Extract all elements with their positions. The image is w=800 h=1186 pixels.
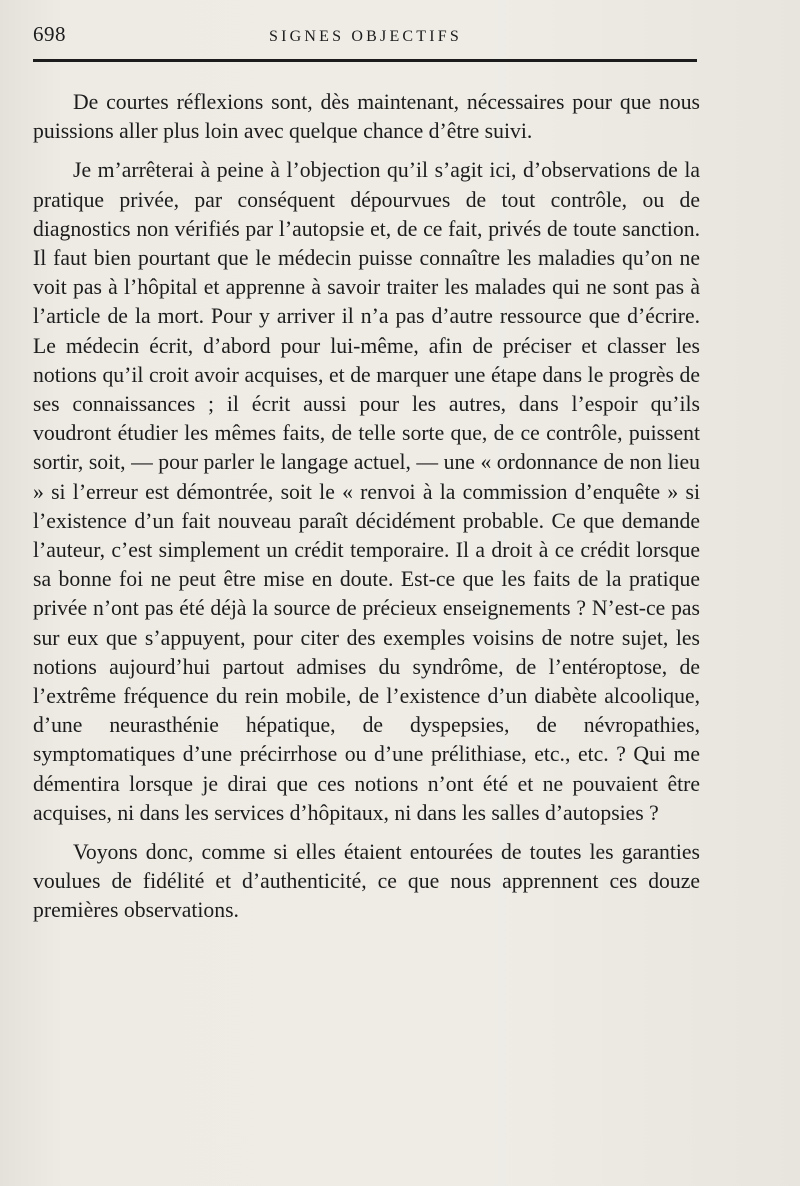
page-number: 698 [33,22,66,46]
paragraph-2: Je m’arrêterai à peine à l’objection qu’il s’agit ici, d’observations de la pratique privée, par conséquent dépourvues de tout contrôle, ou de diagnostics non vérifiés par l’autopsie et, de ce fait, privés de toute sanction. Il faut bien pourtant que le médecin puisse connaître les maladies qu’on ne voit pas à l’hôpital et apprenne à savoir traiter les malades qui ne sont pas à l’article de la mort. Pour y arriver il n’a pas d’autre ressource que d’écrire. Le médecin écrit, d’abord pour lui-même, afin de préciser et classer les notions qu’il croit avoir acquises, et de marquer une étape dans le progrès de ses connaissances ; il écrit aussi pour les autres, dans l’espoir qu’ils voudront étudier les mêmes faits, de telle sorte que, de ce contrôle, puissent sortir, soit, — pour parler le langage actuel, — une « ordonnance de non lieu » si l’erreur est démontrée, soit le « renvoi à la commission d’enquête » si l’existence d’un fait nouveau paraît décidément probable. Ce que demande l’auteur, c’est simplement un crédit temporaire. Il a droit à ce crédit lorsque sa bonne foi ne peut être mise en doute. Est-ce que les faits de la pratique privée n’ont pas été déjà la source de précieux enseignements ? N’est-ce pas sur eux que s’appuyent, pour citer des exemples voisins de notre sujet, les notions aujourd’hui partout admises du syndrôme, de l’entéroptose, de l’extrême fréquence du rein mobile, de l’existence d’un diabète alcoolique, d’une neurasthénie hépatique, de dyspepsies, de névropathies, symptomatiques d’une précirrhose ou d’une prélithiase, etc., etc. ? Qui me démentira lorsque je dirai que ces notions n’ont été et ne pouvaient être acquises, ni dans les services d’hôpitaux, ni dans les salles d’autopsies ? [33,158,700,825]
paragraph-3: Voyons donc, comme si elles étaient entourées de toutes les garanties voulues de fidélité et d’authenticité, ce que nous apprennent ces douze premières observations. [33,840,700,923]
body-text [33,88,700,926]
paragraph-1: De courtes réflexions sont, dès maintenant, nécessaires pour que nous puissions aller plus loin avec quelque chance d’être suivi. [33,90,700,144]
page-header [33,22,698,54]
running-title: SIGNES OBJECTIFS [268,28,462,45]
header-rule [33,59,697,62]
